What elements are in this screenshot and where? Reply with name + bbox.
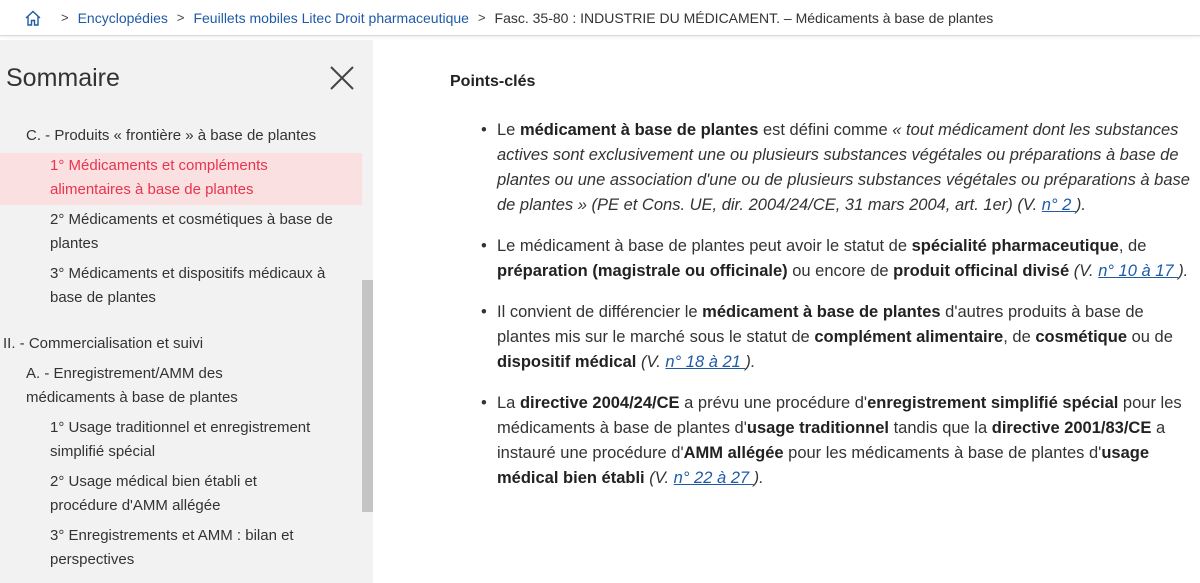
- text: Le médicament à base de plantes peut avoir le statut de: [497, 237, 912, 255]
- ref-link-n2[interactable]: n° 2: [1041, 196, 1076, 214]
- text: , de: [1003, 328, 1036, 346]
- text: ).: [1178, 262, 1189, 280]
- toc-item-usage-traditionnel[interactable]: 1° Usage traditionnel et enregistrement simplifié spécial: [50, 419, 311, 460]
- bold-term: cosmétique: [1035, 328, 1128, 346]
- text: ).: [753, 469, 764, 487]
- text: ou de: [1127, 328, 1173, 346]
- text: ).: [1075, 196, 1086, 214]
- bold-term: enregistrement simplifié spécial: [867, 394, 1119, 412]
- bold-term: AMM allégée: [683, 444, 784, 462]
- bold-term: médicament à base de plantes: [702, 303, 941, 321]
- bold-term: usage traditionnel: [746, 419, 889, 437]
- text: pour les médicaments à base de plantes d': [783, 444, 1102, 462]
- list-item: [481, 391, 1193, 491]
- breadcrumb-encyclopedies[interactable]: Encyclopédies: [77, 9, 168, 26]
- toc-item-enregistrement-amm[interactable]: A. - Enregistrement/AMM des médicaments à base de plantes: [26, 365, 238, 406]
- list-item: [481, 234, 1193, 284]
- breadcrumb-current: Fasc. 35-80 : INDUSTRIE DU MÉDICAMENT. – Médicaments à base de plantes: [494, 9, 994, 26]
- toc-item-usage-medical[interactable]: 2° Usage médical bien établi et procédure d'AMM allégée: [50, 473, 257, 514]
- breadcrumb-separator: >: [176, 10, 185, 25]
- bold-term: directive 2001/83/CE: [991, 419, 1152, 437]
- breadcrumb-feuillets-mobiles[interactable]: Feuillets mobiles Litec Droit pharmaceutique: [193, 9, 469, 26]
- text: d'autres produits à base de plantes mis sur le marché sous le statut de: [497, 303, 1144, 346]
- toc-list: [0, 124, 362, 572]
- toc-item-medicaments-complements[interactable]: 1° Médicaments et compléments alimentaires à base de plantes: [0, 153, 362, 205]
- text: La: [497, 394, 520, 412]
- main-content: [373, 40, 1200, 583]
- bold-term: dispositif médical: [497, 353, 637, 371]
- breadcrumb-separator: >: [61, 10, 69, 25]
- toc-item-produits-frontiere[interactable]: C. - Produits « frontière » à base de plantes: [26, 127, 317, 144]
- bold-term: complément alimentaire: [814, 328, 1004, 346]
- sidebar-title: Sommaire: [6, 64, 120, 92]
- text: Il convient de différencier le: [497, 303, 703, 321]
- text: tandis que la: [889, 419, 992, 437]
- bold-term: usage médical bien établi: [497, 444, 1150, 487]
- points-cles-list: [481, 118, 1193, 507]
- bold-term: directive 2004/24/CE: [519, 394, 680, 412]
- sidebar-header: [0, 40, 373, 120]
- section-title-points-cles: Points-clés: [450, 73, 536, 90]
- ref-link-n18-21[interactable]: n° 18 à 21: [665, 353, 746, 371]
- toc-item-medicaments-cosmetiques[interactable]: 2° Médicaments et cosmétiques à base de plantes: [50, 211, 333, 252]
- quote-definition: « tout médicament dont les substances actives sont exclusivement une ou plusieurs substances végétales ou préparations à base de plantes ou une association d'une ou de plusieurs substances végétales ou préparations à base de plantes »: [497, 121, 1190, 214]
- breadcrumb: [0, 0, 1200, 36]
- citation: (PE et Cons. UE, dir. 2004/24/CE, 31 mars 2004, art. 1er) (V.: [586, 196, 1042, 214]
- text: ).: [745, 353, 756, 371]
- home-icon[interactable]: [24, 9, 42, 27]
- text: (V.: [644, 469, 674, 487]
- list-item: [481, 300, 1193, 375]
- text: pour les médicaments à base de plantes d': [497, 394, 1182, 437]
- toc-item-bilan-perspectives[interactable]: 3° Enregistrements et AMM : bilan et perspectives: [50, 527, 294, 568]
- bold-term: produit officinal divisé: [893, 262, 1070, 280]
- text: , de: [1118, 237, 1147, 255]
- bold-term: préparation (magistrale ou officinale): [497, 262, 788, 280]
- ref-link-n10-17[interactable]: n° 10 à 17: [1098, 262, 1179, 280]
- text: ou encore de: [787, 262, 894, 280]
- breadcrumb-separator: >: [477, 10, 486, 25]
- sommaire-sidebar: [0, 40, 373, 583]
- close-icon[interactable]: [326, 62, 358, 94]
- text: Le: [497, 121, 520, 139]
- text: (V.: [1069, 262, 1099, 280]
- text: (V.: [636, 353, 666, 371]
- toc-item-medicaments-dispositifs[interactable]: 3° Médicaments et dispositifs médicaux à base de plantes: [50, 265, 326, 306]
- ref-link-n22-27[interactable]: n° 22 à 27: [673, 469, 754, 487]
- toc-item-commercialisation[interactable]: II. - Commercialisation et suivi: [3, 335, 204, 352]
- list-item: [481, 118, 1193, 218]
- text: est défini comme: [758, 121, 893, 139]
- bold-term: médicament à base de plantes: [519, 121, 759, 139]
- bold-term: spécialité pharmaceutique: [911, 237, 1119, 255]
- text: a prévu une procédure d': [679, 394, 868, 412]
- text: a instauré une procédure d': [497, 419, 1166, 462]
- sidebar-scrollbar-thumb[interactable]: [362, 280, 373, 512]
